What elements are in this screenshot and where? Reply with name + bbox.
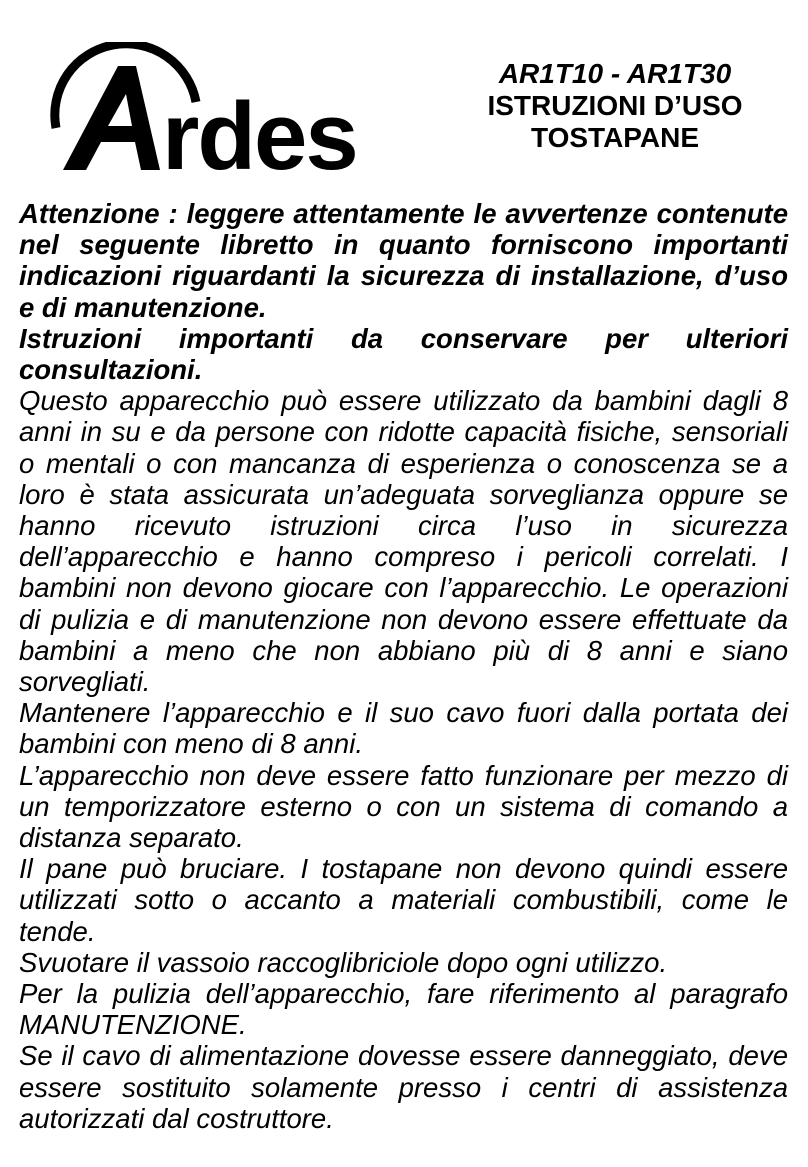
ardes-logo (38, 42, 388, 177)
product-name: TOSTAPANE (530, 122, 699, 153)
model-codes: AR1T10 - AR1T30 (498, 58, 732, 89)
document-header (450, 58, 780, 154)
warnings-text (19, 198, 788, 1134)
power-cord-paragraph: Se il cavo di alimentazione dovesse essere danneggiato, deve essere sostituito solamente presso i centri di assistenza autorizzati dal costruttore. (19, 1040, 788, 1134)
crumb-tray-paragraph: Svuotare il vassoio raccoglibriciole dopo ogni utilizzo. (19, 946, 668, 978)
logo-wordmark: rdes (162, 83, 357, 177)
keep-instructions-paragraph: Istruzioni importanti da conservare per ulteriori consultazioni. (19, 322, 788, 386)
instructions-title: ISTRUZIONI D’USO (487, 90, 743, 121)
bread-burn-paragraph: Il pane può bruciare. I tostapane non devono quindi essere utilizzati sotto o accanto a materiali combustibili, come le tende. (19, 853, 788, 947)
attention-paragraph: Attenzione : leggere attentamente le avvertenze contenute nel seguente libretto in quanto forniscono importanti indicazioni riguardanti la sicurezza di installazione, d’uso e di manutenzione. (19, 198, 788, 323)
keep-away-paragraph: Mantenere l’apparecchio e il suo cavo fuori dalla portata dei bambini con meno di 8 anni. (19, 697, 788, 760)
ardes-logo-graphic (38, 42, 388, 177)
cleaning-paragraph: Per la pulizia dell’apparecchio, fare riferimento al paragrafo MANUTENZIONE. (19, 978, 788, 1041)
children-use-paragraph: Questo apparecchio può essere utilizzato da bambini dagli 8 anni in su e da persone con ridotte capacità fisiche, sensoriali o mentali o con mancanza di esperienza o conoscenza se a loro è stata assicurata un’adeguata sorveglianza oppure se hanno ricevuto istruzioni circa l’uso in sicurezza dell’apparecchio e hanno compreso i pericoli correlati. I bambini non devono giocare con l’apparecchio. Le operazioni di pulizia e di manutenzione non devono essere effettuate da bambini a meno che non abbiano più di 8 anni e siano sorvegliati. (19, 385, 788, 698)
timer-paragraph: L’apparecchio non deve essere fatto funzionare per mezzo di un temporizzatore esterno o con un sistema di comando a distanza separato. (19, 759, 788, 854)
